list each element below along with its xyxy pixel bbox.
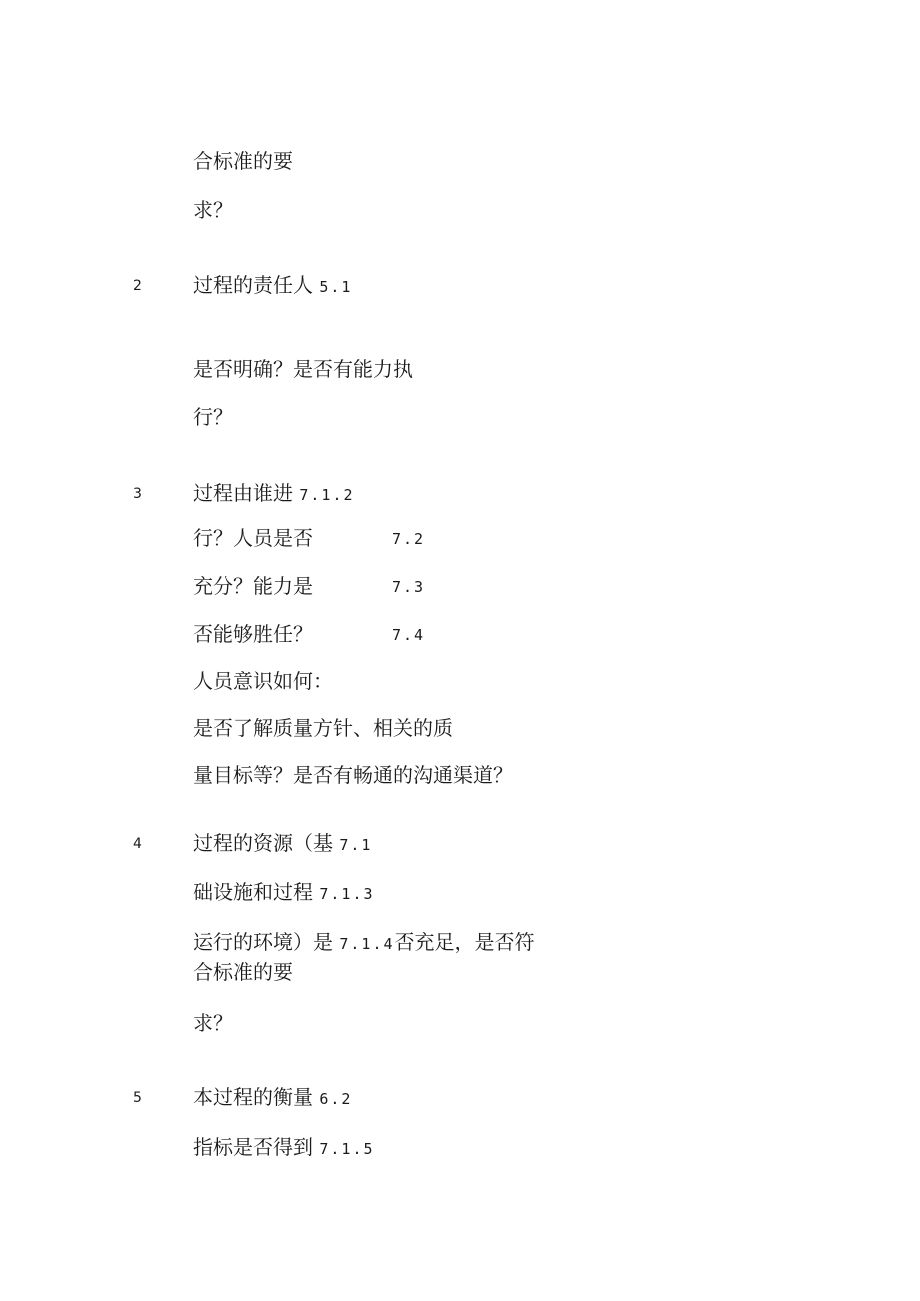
line-text: 是否了解质量方针、相关的质 [193,716,453,740]
line-text: 充分？能力是 [193,574,313,598]
line-text: 合标准的要 [193,149,293,173]
text-line [193,831,372,857]
line-text: 行？ [193,405,233,429]
text-line [193,1011,233,1035]
clause-ref: 7.4 [392,626,426,644]
clause-ref: 6.2 [319,1090,353,1108]
text-line [193,1085,352,1111]
line-text: 础设施和过程 [193,880,313,904]
line-text: 量目标等？是否有畅通的沟通渠道？ [193,763,513,787]
line-text: 过程由谁进 [193,481,293,505]
line-text: 人员意识如何： [193,669,333,693]
text-line [193,880,375,906]
text-line [193,198,233,222]
line-text: 指标是否得到 [193,1135,313,1159]
text-line [193,273,352,299]
text-line [193,622,313,646]
line-text-continued: 否充足，是否符 [394,930,535,954]
clause-ref: 7.1 [339,836,373,854]
text-line [193,669,333,693]
text-line [193,716,453,740]
line-text: 合标准的要 [193,960,293,984]
line-text: 求？ [193,1011,233,1035]
text-line [193,526,313,550]
text-line [193,930,535,956]
line-text: 过程的资源（基 [193,831,333,855]
text-line [193,149,293,173]
line-text: 运行的环境）是 [193,930,333,954]
line-text: 求？ [193,198,233,222]
item-number: 3 [133,486,142,502]
text-line [193,481,355,507]
line-text: 本过程的衡量 [193,1085,313,1109]
clause-ref: 7.3 [392,578,426,596]
clause-ref: 7.2 [392,530,426,548]
clause-ref: 7.1.2 [299,486,355,504]
text-line [193,574,313,598]
clause-ref: 5.1 [319,278,353,296]
line-text: 过程的责任人 [193,273,313,297]
line-text: 否能够胜任？ [193,622,313,646]
item-number: 4 [133,836,142,852]
clause-ref: 7.1.3 [319,885,375,903]
item-number: 2 [133,278,142,294]
clause-ref: 7.1.4 [339,935,395,953]
item-number: 5 [133,1090,142,1106]
text-line [193,405,233,429]
text-line [193,357,413,381]
line-text: 是否明确？是否有能力执 [193,357,413,381]
text-line [193,1135,375,1161]
line-text: 行？人员是否 [193,526,313,550]
clause-ref: 7.1.5 [319,1140,375,1158]
text-line [193,763,513,787]
text-line [193,960,293,984]
